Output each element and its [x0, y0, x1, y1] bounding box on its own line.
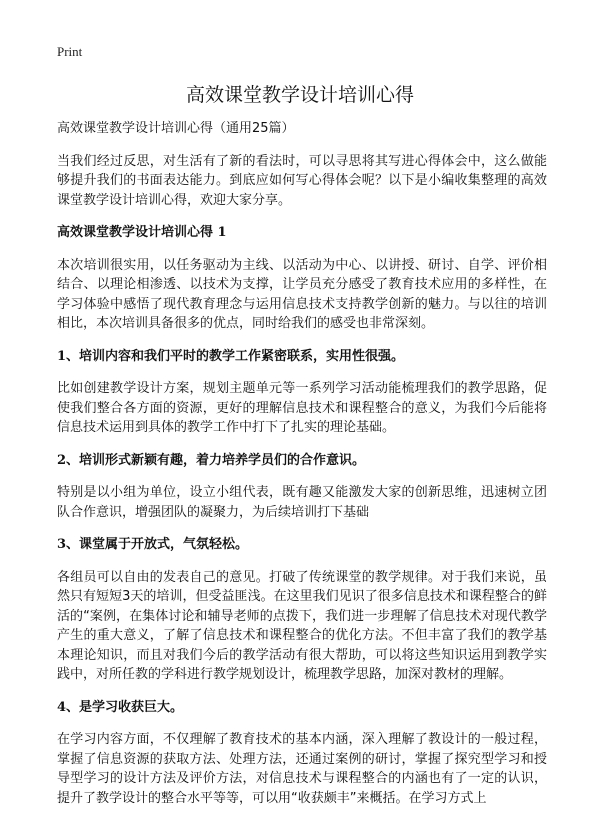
- point-3-heading: 3、课堂属于开放式，气氛轻松。: [57, 537, 249, 552]
- point-2-heading: 2、培训形式新颖有趣，着力培养学员们的合作意识。: [57, 452, 366, 468]
- point-1-heading: 1、培训内容和我们平时的教学工作紧密联系，实用性很强。: [57, 348, 405, 364]
- document-title: 高效课堂教学设计培训心得: [185, 84, 414, 106]
- print-link[interactable]: Print: [57, 44, 83, 59]
- point-1-body: 比如创建教学设计方案，规划主题单元等一系列学习活动能梳理我们的教学思路，促使我们整合各方面的资源，更好的理解信息技术和课程整合的意义，为我们今后能将信息技术运用到具体的教学工作中打下了扎实的理论基础。: [57, 381, 547, 435]
- point-4-heading: 4、是学习收获巨大。: [57, 699, 184, 715]
- section-intro-paragraph: 本次培训很实用，以任务驱动为主线、以活动为中心、以讲授、研讨、自学、评价相结合、以理论相渗透、以技术为支撑，让学员充分感受了教育技术应用的多样性，在学习体验中感悟了现代教育理念与运用信息技术支持教学创新的魅力。与以往的培训相比，本次培训具备很多的优点，同时给我们的感受也非常深刻。: [57, 257, 547, 331]
- point-2-body: 特别是以小组为单位，设立小组代表，既有趣又能激发大家的创新思维，迅速树立团队合作意识，增强团队的凝聚力，为后续培训打下基础: [57, 485, 547, 520]
- point-3-body: 各组员可以自由的发表自己的意见。打破了传统课堂的教学规律。对于我们来说，虽然只有短短3天的培训，但受益匪浅。在这里我们见识了很多信息技术和课程整合的鲜活的“案例，在集体讨论和辅导老师的点拨下，我们进一步理解了信息技术对现代教学产生的重大意义，了解了信息技术和课程整合的优化方法。不但丰富了我们的教学基本理论知识，而且对我们今后的教学活动有很大帮助，可以将这些知识运用到教学实践中，对所任教的学科进行教学规划设计，梳理教学思路，加深对教材的理解。: [57, 569, 547, 682]
- point-4-body: 在学习内容方面，不仅理解了教育技术的基本内涵，深入理解了教设计的一般过程，掌握了信息资源的获取方法、处理方法，还通过案例的研讨，掌握了探究型学习和授导型学习的设计方法及评价方法，对信息技术与课程整合的内涵也有了一定的认识，提升了教学设计的整合水平等等，可以用“收获颇丰”来概括。在学习方式上: [57, 732, 547, 806]
- section-title: 高效课堂教学设计培训心得 1: [57, 225, 227, 240]
- intro-paragraph: 当我们经过反思，对生活有了新的看法时，可以寻思将其写进心得体会中，这么做能够提升我们的书面表达能力。到底应如何写心得体会呢？以下是小编收集整理的高效课堂教学设计培训心得，欢迎大家分享。: [57, 153, 547, 208]
- document-subtitle: 高效课堂教学设计培训心得（通用25篇）: [57, 121, 295, 136]
- document-body: [57, 119, 547, 821]
